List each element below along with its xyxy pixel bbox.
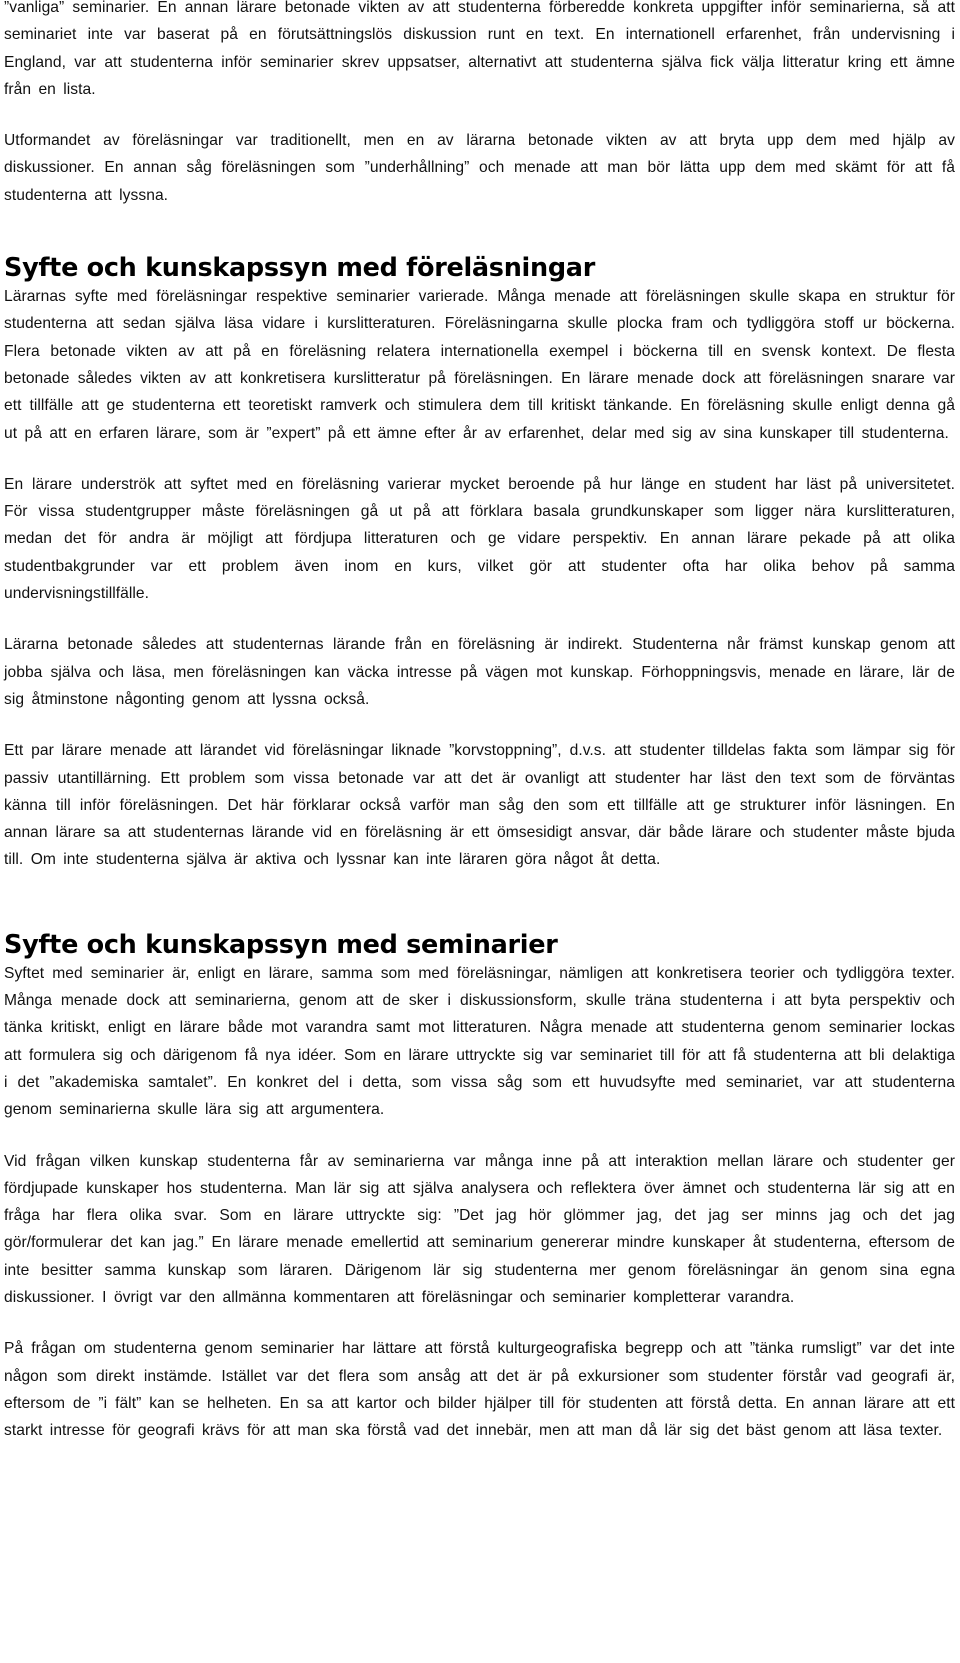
paragraph: En lärare underströk att syftet med en föreläsning varierar mycket beroende på hur länge en student har läst på universitetet. För vissa studentgrupper måste föreläsningen gå ut på att förklara basala grundkunskaper som ligger nära kurslitteraturen, medan det för andra är möjligt att fördjupa litteraturen och ge vidare perspektiv. En annan lärare pekade på att olika studentbakgrunder var ett problem även inom en kurs, vilket gör att studenter ofta har olika behov på samma undervisningstillfälle. [4, 475, 955, 603]
paragraph: Vid frågan vilken kunskap studenterna får av seminarierna var många inne på att interaktion mellan lärare och studenter ger fördjupade kunskaper hos studenterna. Man lär sig att själva analysera och reflektera över ämnet och studenterna lär sig att en fråga har flera olika svar. Som en lärare uttryckte sig: ”Det jag hör glömmer jag, det jag ser minns jag och det jag gör/formulerar det kan jag.” En lärare menade emellertid att seminarium genererar mindre kunskaper åt studenterna, eftersom de inte besitter samma kunskap som läraren. Därigenom lär sig studenterna mer genom föreläsningar än genom sina egna diskussioner. I övrigt var den allmänna kommentaren att föreläsningar och seminarier kompletterar varandra. [4, 1152, 955, 1306]
document-page [4, 0, 955, 1444]
paragraph: På frågan om studenterna genom seminarier har lättare att förstå kulturgeografiska begrepp och att ”tänka rumsligt” var det inte någon som direkt instämde. Istället var det flera som ansåg att det är på exkursioner som studenter förstår vad geografi är, eftersom de ”i fält” kan se helheten. En sa att kartor och bilder hjälper till för studenten att förstå detta. En annan lärare att ett starkt intresse för geografi krävs för att man ska förstå vad det innebär, men att man då lär sig det bäst genom att läsa texter. [4, 1340, 955, 1440]
section-heading: Syfte och kunskapssyn med seminarier [4, 929, 558, 960]
paragraph: Lärarnas syfte med föreläsningar respektive seminarier varierade. Många menade att föreläsningen skulle skapa en struktur för studenterna att sedan själva läsa vidare i kurslitteraturen. Föreläsningarna skulle plocka fram och tydliggöra stoff ur böckerna. Flera betonade vikten av att på en föreläsning relatera internationella exempel i böckerna till en svensk kontext. De flesta betonade således vikten av att konkretisera kurslitteratur på föreläsningen. En lärare menade dock att föreläsningen snarare var ett tillfälle att ge studenterna ett teoretiskt ramverk och stimulera dem till kritiskt tänkande. En föreläsning skulle enligt denna gå ut på att en erfaren lärare, som är ”expert” på ett ämne efter år av erfarenhet, delar med sig av sina kunskaper till studenterna. [4, 288, 955, 442]
paragraph: Ett par lärare menade att lärandet vid föreläsningar liknade ”korvstoppning”, d.v.s. att studenter tilldelas fakta som lämpar sig för passiv utantillärning. Ett problem som vissa betonade var att det är ovanligt att studenter har läst den text som de förväntas känna till inför föreläsningen. Det här förklarar också varför man såg den som ett tillfälle att ge strukturer inför läsningen. En annan lärare sa att studenternas lärande vid en föreläsning är ett ömsesidigt ansvar, där både lärare och studenter måste bjuda till. Om inte studenterna själva är aktiva och lyssnar kan inte läraren göra något åt detta. [4, 742, 955, 869]
paragraph: Lärarna betonade således att studenternas lärande från en föreläsning är indirekt. Studenterna når främst kunskap genom att jobba själva och läsa, men föreläsningen kan väcka intresse på vägen mot kunskap. Förhoppningsvis, menade en lärare, lär de sig åtminstone någonting genom att lyssna också. [4, 636, 955, 708]
paragraph: Utformandet av föreläsningar var traditionellt, men en av lärarna betonade vikten av att bryta upp dem med hjälp av diskussioner. En annan såg föreläsningen som ”underhållning” och menade att man bör lätta upp dem med skämt för att få studenterna att lyssna. [4, 132, 955, 204]
paragraph: Syftet med seminarier är, enligt en lärare, samma som med föreläsningar, nämligen att konkretisera teorier och tydliggöra texter. Många menade dock att seminarierna, genom att de sker i diskussionsform, skulle träna studenterna i att byta perspektiv och tänka kritiskt, enligt en lärare både mot varandra samt mot litteraturen. Några menade att studenterna genom seminarier lockas att formulera sig och därigenom få nya idéer. Som en lärare uttryckte sig var seminariet till för att få studenterna att bli delaktiga i det ”akademiska samtalet”. En konkret del i detta, som vissa såg som ett huvudsyfte med seminariet, var att studenterna genom seminarierna skulle lära sig att argumentera. [4, 964, 955, 1119]
section-heading: Syfte och kunskapssyn med föreläsningar [4, 253, 595, 284]
paragraph: ”vanliga” seminarier. En annan lärare betonade vikten av att studenterna förberedde konkreta uppgifter inför seminarierna, så att seminariet inte var baserat på en förutsättningslös diskussion runt en text. En internationell erfarenhet, från undervisning i England, var att studenterna inför seminarier skrev uppsatser, alternativt att studenterna själva fick välja litteratur kring ett ämne från en lista. [4, 0, 955, 98]
